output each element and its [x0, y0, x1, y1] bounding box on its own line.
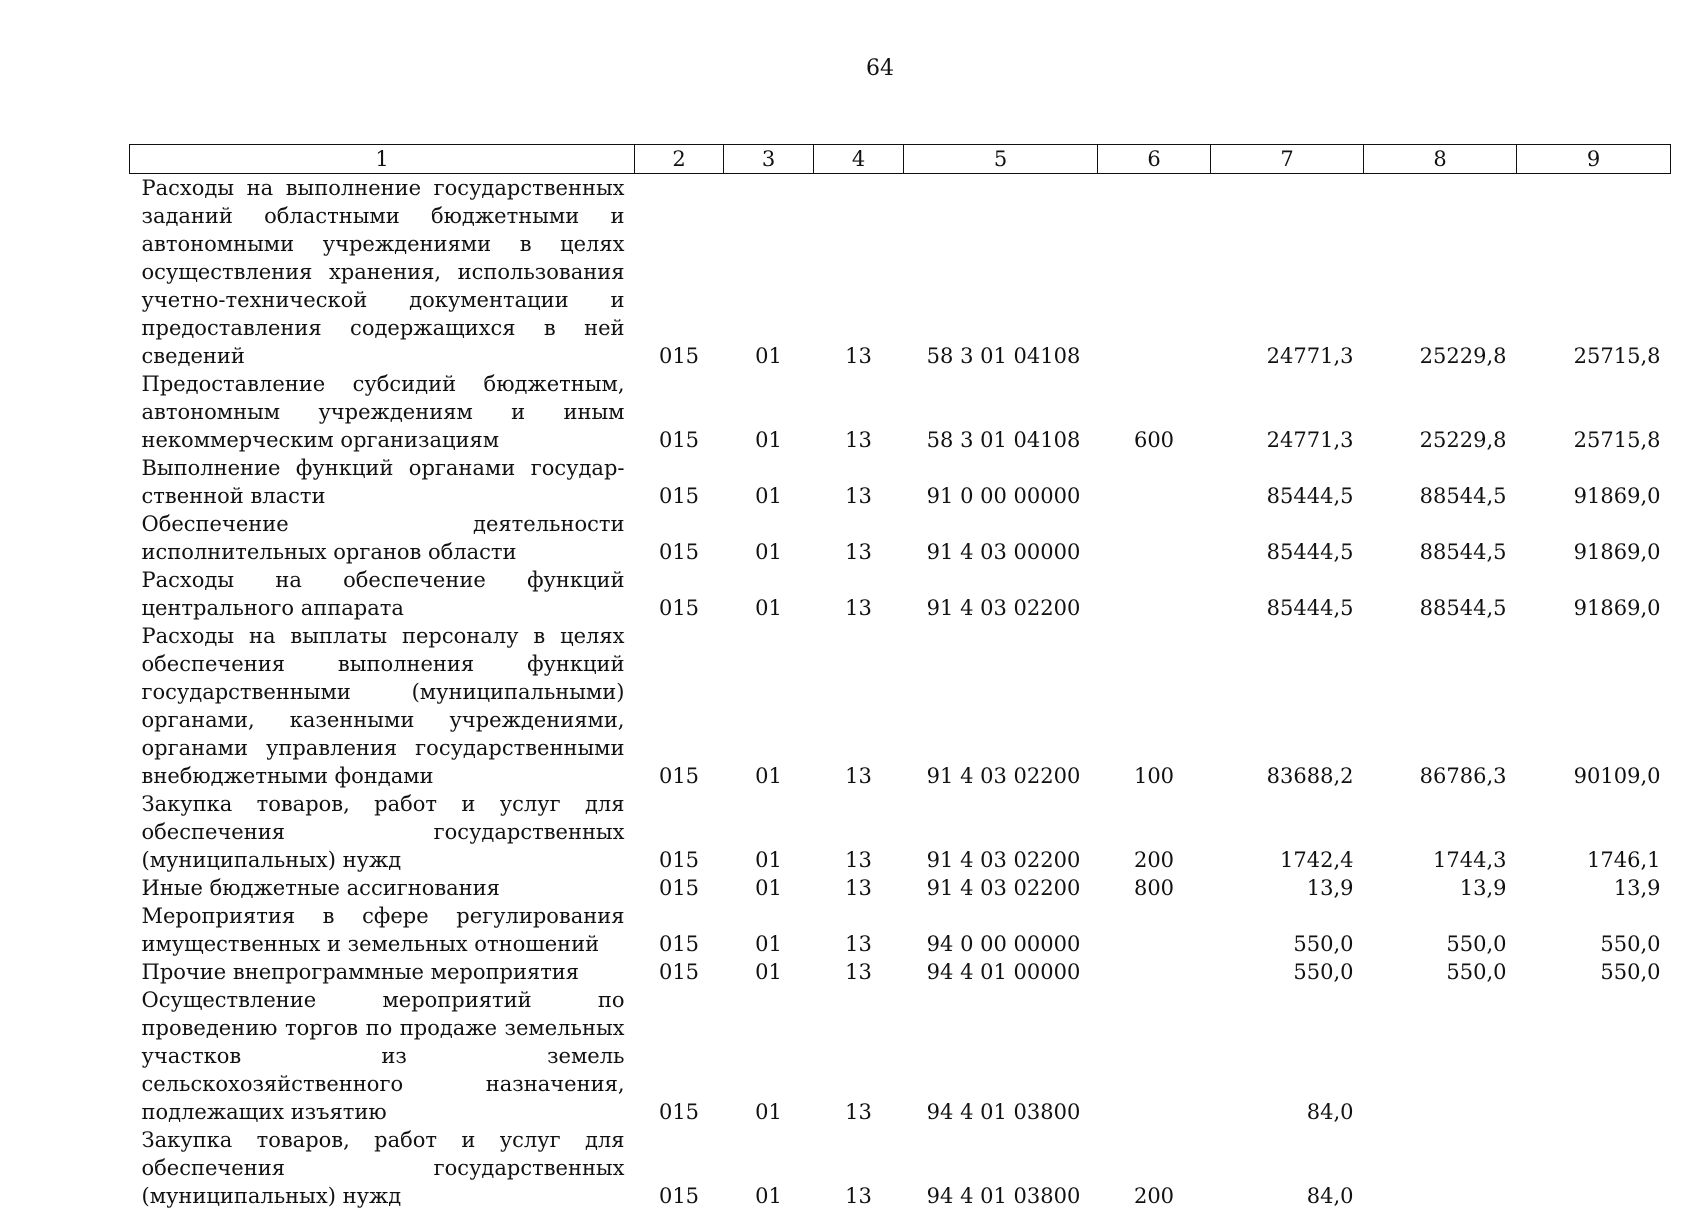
- row-name: Предоставление субсидий бюджетным, автономным учреждениям и иным некоммерческим организациям: [130, 370, 635, 454]
- row-col-7: 83688,2: [1211, 622, 1364, 790]
- row-col-5: 91 4 03 02200: [904, 874, 1098, 902]
- row-col-8: 25229,8: [1364, 174, 1517, 371]
- row-col-8: [1364, 1126, 1517, 1210]
- row-name: Расходы на выплаты персоналу в целях обеспечения выполнения функций государственными (муниципальными) органами, казенными учреждениями, органами управления государственными внебюджетными фондами: [130, 622, 635, 790]
- row-col-7: 84,0: [1211, 986, 1364, 1126]
- row-col-7: 13,9: [1211, 874, 1364, 902]
- row-name: Выполнение функций органами государственной власти: [130, 454, 635, 510]
- row-col-8: 550,0: [1364, 902, 1517, 958]
- row-col-9: 90109,0: [1517, 622, 1671, 790]
- row-col-8: 1744,3: [1364, 790, 1517, 874]
- row-col-6: [1098, 174, 1211, 371]
- row-col-7: 550,0: [1211, 958, 1364, 986]
- row-col-6: [1098, 986, 1211, 1126]
- row-col-3: 01: [724, 986, 814, 1126]
- row-col-4: 13: [814, 174, 904, 371]
- row-col-9: 91869,0: [1517, 566, 1671, 622]
- row-col-6: 200: [1098, 790, 1211, 874]
- row-col-9: 25715,8: [1517, 174, 1671, 371]
- row-col-2: 015: [635, 622, 724, 790]
- header-col-6: 6: [1098, 145, 1211, 174]
- header-col-7: 7: [1211, 145, 1364, 174]
- row-col-5: 94 0 00 00000: [904, 902, 1098, 958]
- row-col-2: 015: [635, 566, 724, 622]
- row-col-6: 800: [1098, 874, 1211, 902]
- row-col-5: 91 0 00 00000: [904, 454, 1098, 510]
- table-row: [130, 454, 1671, 510]
- row-col-5: 91 4 03 02200: [904, 790, 1098, 874]
- row-col-4: 13: [814, 958, 904, 986]
- row-col-3: 01: [724, 1126, 814, 1210]
- row-col-3: 01: [724, 510, 814, 566]
- row-col-4: 13: [814, 566, 904, 622]
- row-col-5: 91 4 03 02200: [904, 622, 1098, 790]
- budget-table: [129, 144, 1671, 1210]
- row-name: Закупка товаров, работ и услуг для обеспечения государственных (муниципальных) нужд: [130, 1126, 635, 1210]
- row-col-9: 91869,0: [1517, 454, 1671, 510]
- row-col-8: 88544,5: [1364, 566, 1517, 622]
- row-col-2: 015: [635, 986, 724, 1126]
- row-col-5: 91 4 03 02200: [904, 566, 1098, 622]
- row-col-9: 13,9: [1517, 874, 1671, 902]
- row-col-7: 1742,4: [1211, 790, 1364, 874]
- row-name: Иные бюджетные ассигнования: [130, 874, 635, 902]
- row-col-6: [1098, 902, 1211, 958]
- row-col-3: 01: [724, 370, 814, 454]
- row-col-4: 13: [814, 510, 904, 566]
- row-col-5: 58 3 01 04108: [904, 174, 1098, 371]
- table-row: [130, 174, 1671, 371]
- row-col-7: 85444,5: [1211, 566, 1364, 622]
- row-col-9: 550,0: [1517, 902, 1671, 958]
- header-col-2: 2: [635, 145, 724, 174]
- table-body: [130, 174, 1671, 1210]
- header-col-1: 1: [130, 145, 635, 174]
- row-col-4: 13: [814, 902, 904, 958]
- header-col-4: 4: [814, 145, 904, 174]
- row-col-2: 015: [635, 174, 724, 371]
- row-col-7: 85444,5: [1211, 510, 1364, 566]
- row-col-2: 015: [635, 902, 724, 958]
- row-name: Мероприятия в сфере регулирования имущественных и земельных отношений: [130, 902, 635, 958]
- row-col-9: [1517, 986, 1671, 1126]
- table-row: [130, 566, 1671, 622]
- row-col-2: 015: [635, 454, 724, 510]
- row-col-4: 13: [814, 986, 904, 1126]
- row-col-3: 01: [724, 566, 814, 622]
- table-row: [130, 958, 1671, 986]
- table-row: [130, 370, 1671, 454]
- header-col-3: 3: [724, 145, 814, 174]
- row-col-8: [1364, 986, 1517, 1126]
- row-col-4: 13: [814, 790, 904, 874]
- row-col-2: 015: [635, 1126, 724, 1210]
- row-col-8: 88544,5: [1364, 510, 1517, 566]
- table-row: [130, 622, 1671, 790]
- row-col-2: 015: [635, 510, 724, 566]
- row-col-8: 88544,5: [1364, 454, 1517, 510]
- row-col-2: 015: [635, 958, 724, 986]
- row-col-5: 58 3 01 04108: [904, 370, 1098, 454]
- header-col-9: 9: [1517, 145, 1671, 174]
- table-row: [130, 510, 1671, 566]
- row-col-6: [1098, 454, 1211, 510]
- row-col-8: 25229,8: [1364, 370, 1517, 454]
- row-col-9: [1517, 1126, 1671, 1210]
- table-row: [130, 1126, 1671, 1210]
- row-name: Расходы на обеспечение функций центрального аппарата: [130, 566, 635, 622]
- header-col-8: 8: [1364, 145, 1517, 174]
- table-header: [130, 145, 1671, 174]
- row-col-6: [1098, 958, 1211, 986]
- row-col-4: 13: [814, 370, 904, 454]
- row-col-6: 200: [1098, 1126, 1211, 1210]
- row-col-4: 13: [814, 874, 904, 902]
- row-name: Закупка товаров, работ и услуг для обеспечения государственных (муниципальных) нужд: [130, 790, 635, 874]
- row-col-3: 01: [724, 622, 814, 790]
- row-col-2: 015: [635, 874, 724, 902]
- row-name: Прочие внепрограммные мероприятия: [130, 958, 635, 986]
- row-col-3: 01: [724, 902, 814, 958]
- row-col-6: 100: [1098, 622, 1211, 790]
- row-col-7: 550,0: [1211, 902, 1364, 958]
- row-col-9: 550,0: [1517, 958, 1671, 986]
- row-col-7: 85444,5: [1211, 454, 1364, 510]
- row-col-6: 600: [1098, 370, 1211, 454]
- row-name: Обеспечение деятельности исполнительных органов области: [130, 510, 635, 566]
- table-row: [130, 874, 1671, 902]
- row-col-4: 13: [814, 1126, 904, 1210]
- row-col-3: 01: [724, 874, 814, 902]
- row-col-3: 01: [724, 958, 814, 986]
- row-col-5: 91 4 03 00000: [904, 510, 1098, 566]
- row-col-8: 13,9: [1364, 874, 1517, 902]
- row-col-7: 84,0: [1211, 1126, 1364, 1210]
- row-col-2: 015: [635, 790, 724, 874]
- row-col-9: 1746,1: [1517, 790, 1671, 874]
- row-col-5: 94 4 01 00000: [904, 958, 1098, 986]
- row-name: Расходы на выполнение государственных заданий областными бюджетными и автономными учреждениями в целях осуществления хранения, использования учетно-технической документации и предоставления содержащихся в ней сведений: [130, 174, 635, 371]
- row-col-5: 94 4 01 03800: [904, 1126, 1098, 1210]
- row-col-9: 25715,8: [1517, 370, 1671, 454]
- row-col-7: 24771,3: [1211, 370, 1364, 454]
- row-col-6: [1098, 566, 1211, 622]
- row-col-6: [1098, 510, 1211, 566]
- row-col-3: 01: [724, 454, 814, 510]
- row-col-3: 01: [724, 174, 814, 371]
- row-col-4: 13: [814, 454, 904, 510]
- row-col-8: 550,0: [1364, 958, 1517, 986]
- table-row: [130, 790, 1671, 874]
- row-col-5: 94 4 01 03800: [904, 986, 1098, 1126]
- row-name: Осуществление мероприятий по проведению торгов по продаже земельных участков из земель сельскохозяйственного назначения, подлежащих изъятию: [130, 986, 635, 1126]
- row-col-2: 015: [635, 370, 724, 454]
- row-col-9: 91869,0: [1517, 510, 1671, 566]
- row-col-3: 01: [724, 790, 814, 874]
- row-col-7: 24771,3: [1211, 174, 1364, 371]
- page-number: 64: [780, 56, 980, 81]
- row-col-4: 13: [814, 622, 904, 790]
- row-col-8: 86786,3: [1364, 622, 1517, 790]
- header-col-5: 5: [904, 145, 1098, 174]
- table-row: [130, 902, 1671, 958]
- header-row: [130, 145, 1671, 174]
- table-row: [130, 986, 1671, 1126]
